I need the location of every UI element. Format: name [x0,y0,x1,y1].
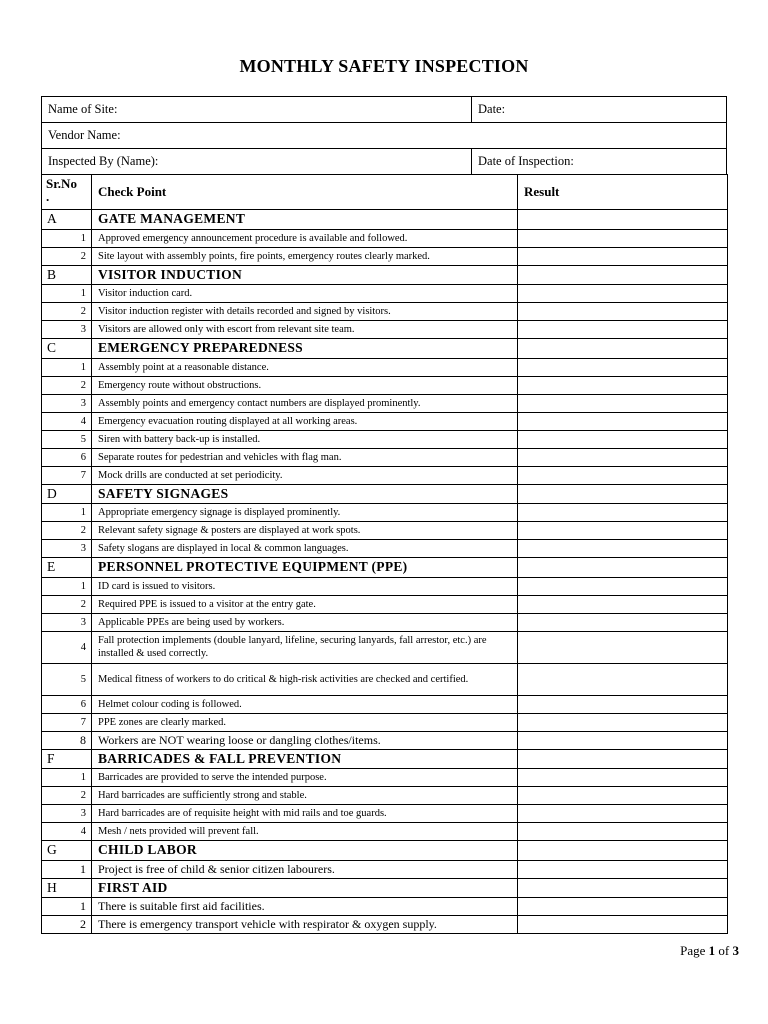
checklist-row [42,805,728,823]
section-title: VISITOR INDUCTION [92,265,518,285]
check-point-text: Safety slogans are displayed in local & common languages. [92,540,518,558]
item-number: 2 [42,376,92,394]
result-cell[interactable] [518,769,728,787]
result-cell[interactable] [518,376,728,394]
checklist-row [42,713,728,731]
item-number: 5 [42,663,92,695]
result-cell[interactable] [518,321,728,339]
section-result-cell [518,265,728,285]
result-cell[interactable] [518,504,728,522]
check-point-text: Required PPE is issued to a visitor at the entry gate. [92,595,518,613]
checklist-row [42,285,728,303]
item-number: 3 [42,613,92,631]
section-title: PERSONNEL PROTECTIVE EQUIPMENT (PPE) [92,558,518,578]
section-title: GATE MANAGEMENT [92,210,518,230]
item-number: 2 [42,247,92,265]
name-of-site-field[interactable]: Name of Site: [42,97,472,123]
result-cell[interactable] [518,595,728,613]
result-cell[interactable] [518,522,728,540]
item-number: 4 [42,412,92,430]
result-header: Result [518,175,728,210]
item-number: 2 [42,916,92,934]
section-result-cell [518,484,728,504]
result-cell[interactable] [518,713,728,731]
page-footer [680,943,739,959]
document-title: MONTHLY SAFETY INSPECTION [239,56,529,76]
section-row [42,749,728,769]
check-point-text: Approved emergency announcement procedure is available and followed. [92,229,518,247]
of-word: of [718,943,730,958]
checklist-row [42,229,728,247]
section-row [42,265,728,285]
check-point-text: Relevant safety signage & posters are displayed at work spots. [92,522,518,540]
inspected-by-field[interactable]: Inspected By (Name): [42,149,472,175]
checklist-row [42,303,728,321]
checklist-row [42,663,728,695]
checklist-row [42,376,728,394]
item-number: 7 [42,713,92,731]
check-point-text: Assembly point at a reasonable distance. [92,358,518,376]
check-point-text: Applicable PPEs are being used by workers. [92,613,518,631]
result-cell[interactable] [518,787,728,805]
item-number: 1 [42,860,92,878]
section-letter: A [42,210,92,230]
result-cell[interactable] [518,631,728,663]
checklist-row [42,412,728,430]
result-cell[interactable] [518,358,728,376]
result-cell[interactable] [518,540,728,558]
check-point-text: Site layout with assembly points, fire points, emergency routes clearly marked. [92,247,518,265]
item-number: 1 [42,769,92,787]
checklist-row [42,522,728,540]
result-cell[interactable] [518,577,728,595]
result-cell[interactable] [518,247,728,265]
item-number: 3 [42,321,92,339]
check-point-text: Workers are NOT wearing loose or dangling clothes/items. [92,731,518,749]
check-point-text: Separate routes for pedestrian and vehicles with flag man. [92,448,518,466]
checklist-row [42,577,728,595]
section-row [42,558,728,578]
vendor-name-field[interactable]: Vendor Name: [42,123,727,149]
result-cell[interactable] [518,731,728,749]
item-number: 6 [42,448,92,466]
result-cell[interactable] [518,229,728,247]
item-number: 6 [42,695,92,713]
section-letter: F [42,749,92,769]
result-cell[interactable] [518,303,728,321]
check-point-text: Project is free of child & senior citizen labourers. [92,860,518,878]
item-number: 2 [42,303,92,321]
item-number: 1 [42,898,92,916]
checklist-row [42,613,728,631]
item-number: 7 [42,466,92,484]
item-number: 3 [42,805,92,823]
item-number: 2 [42,787,92,805]
section-letter: D [42,484,92,504]
item-number: 3 [42,540,92,558]
section-result-cell [518,339,728,359]
item-number: 1 [42,358,92,376]
result-cell[interactable] [518,916,728,934]
result-cell[interactable] [518,860,728,878]
checklist-row [42,358,728,376]
checklist-row [42,731,728,749]
section-row [42,339,728,359]
section-row [42,484,728,504]
section-letter: H [42,878,92,898]
result-cell[interactable] [518,663,728,695]
check-point-text: Barricades are provided to serve the intended purpose. [92,769,518,787]
checklist-row [42,540,728,558]
section-row [42,210,728,230]
checklist-row [42,247,728,265]
check-point-header: Check Point [92,175,518,210]
section-result-cell [518,841,728,861]
checklist-row [42,448,728,466]
result-cell[interactable] [518,448,728,466]
checklist-table [41,174,728,934]
item-number: 5 [42,430,92,448]
checklist-row [42,430,728,448]
item-number: 4 [42,631,92,663]
check-point-text: Visitor induction card. [92,285,518,303]
result-cell[interactable] [518,394,728,412]
section-letter: G [42,841,92,861]
section-result-cell [518,878,728,898]
check-point-text: ID card is issued to visitors. [92,577,518,595]
item-number: 1 [42,229,92,247]
result-cell[interactable] [518,805,728,823]
section-title: SAFETY SIGNAGES [92,484,518,504]
section-result-cell [518,558,728,578]
item-number: 1 [42,285,92,303]
check-point-text: Emergency route without obstructions. [92,376,518,394]
item-number: 2 [42,522,92,540]
item-number: 2 [42,595,92,613]
check-point-text: PPE zones are clearly marked. [92,713,518,731]
page-current: 1 [708,943,716,958]
result-cell[interactable] [518,466,728,484]
check-point-text: There is emergency transport vehicle with respirator & oxygen supply. [92,916,518,934]
checklist-row [42,823,728,841]
sr-no-header-text: Sr.No . [46,176,77,204]
checklist-row [42,695,728,713]
check-point-text: Appropriate emergency signage is displayed prominently. [92,504,518,522]
date-field[interactable]: Date: [472,97,727,123]
result-cell[interactable] [518,285,728,303]
checklist-row [42,769,728,787]
result-cell[interactable] [518,613,728,631]
check-point-text: Hard barricades are sufficiently strong and stable. [92,787,518,805]
check-point-text: Helmet colour coding is followed. [92,695,518,713]
section-row [42,878,728,898]
check-point-text: Hard barricades are of requisite height with mid rails and toe guards. [92,805,518,823]
date-of-inspection-field[interactable]: Date of Inspection: [472,149,727,175]
item-number: 1 [42,504,92,522]
item-number: 8 [42,731,92,749]
site-info-table [41,96,727,175]
section-title: BARRICADES & FALL PREVENTION [92,749,518,769]
item-number: 1 [42,577,92,595]
checklist-row [42,321,728,339]
page-word: Page [680,943,706,958]
section-letter: C [42,339,92,359]
section-title: CHILD LABOR [92,841,518,861]
page-total: 3 [732,943,739,958]
checklist-row [42,631,728,663]
checklist-row [42,504,728,522]
check-point-text: Visitors are allowed only with escort from relevant site team. [92,321,518,339]
section-row [42,841,728,861]
checklist-row [42,394,728,412]
item-number: 3 [42,394,92,412]
item-number: 4 [42,823,92,841]
section-title: FIRST AID [92,878,518,898]
section-title: EMERGENCY PREPAREDNESS [92,339,518,359]
checklist-row [42,787,728,805]
section-letter: E [42,558,92,578]
result-cell[interactable] [518,412,728,430]
check-point-text: Medical fitness of workers to do critical & high-risk activities are checked and certified. [92,663,518,695]
checklist-row [42,595,728,613]
checklist-row [42,916,728,934]
check-point-text: Mock drills are conducted at set periodicity. [92,466,518,484]
checklist-row [42,860,728,878]
check-point-text: Visitor induction register with details recorded and signed by visitors. [92,303,518,321]
check-point-text: There is suitable first aid facilities. [92,898,518,916]
section-result-cell [518,210,728,230]
check-point-text: Emergency evacuation routing displayed at all working areas. [92,412,518,430]
result-cell[interactable] [518,695,728,713]
section-letter: B [42,265,92,285]
result-cell[interactable] [518,898,728,916]
result-cell[interactable] [518,823,728,841]
check-point-text: Mesh / nets provided will prevent fall. [92,823,518,841]
sr-no-header [42,175,92,210]
checklist-row [42,898,728,916]
check-point-text: Siren with battery back-up is installed. [92,430,518,448]
check-point-text: Assembly points and emergency contact numbers are displayed prominently. [92,394,518,412]
checklist-row [42,466,728,484]
result-cell[interactable] [518,430,728,448]
check-point-text: Fall protection implements (double lanyard, lifeline, securing lanyards, fall arrestor, etc.) are installed & used correctly. [92,631,518,663]
checklist-header-row [42,175,728,210]
section-result-cell [518,749,728,769]
